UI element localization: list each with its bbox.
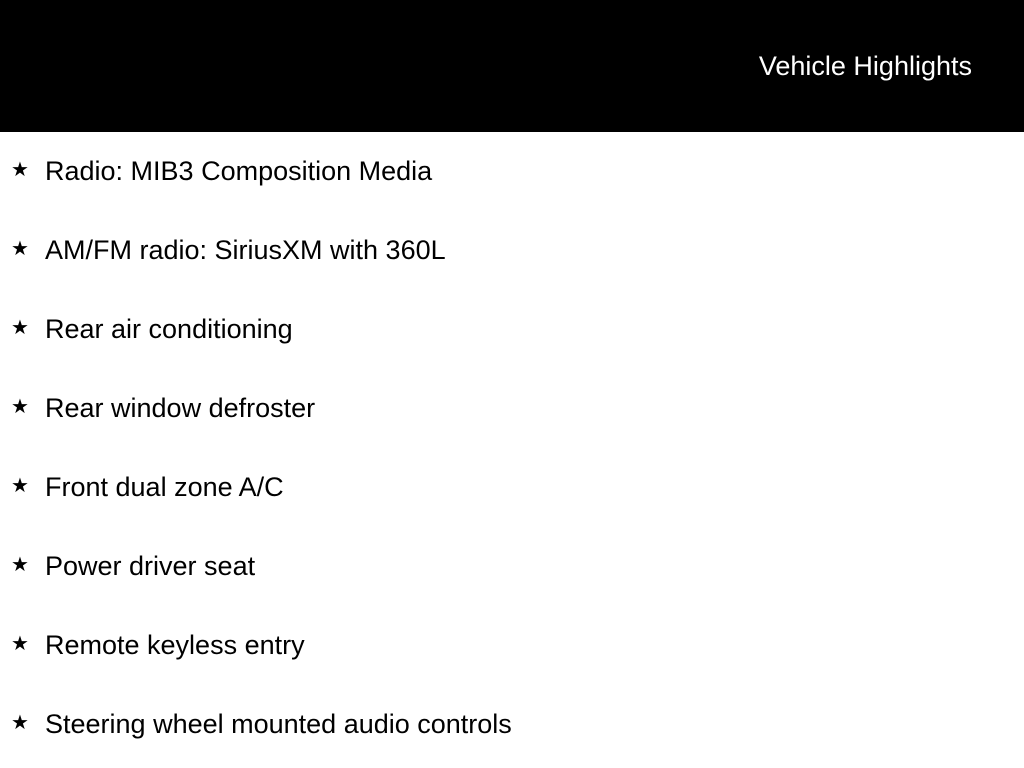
highlight-label: AM/FM radio: SiriusXM with 360L [45, 235, 446, 265]
list-item [0, 369, 1024, 448]
list-item [0, 606, 1024, 685]
highlight-label: Power driver seat [45, 551, 256, 581]
list-item [0, 527, 1024, 606]
list-item [0, 132, 1024, 211]
star-icon: ★ [11, 554, 29, 576]
star-icon: ★ [11, 475, 29, 497]
highlights-list [0, 132, 1024, 764]
star-icon: ★ [11, 712, 29, 734]
highlight-label: Rear air conditioning [45, 314, 293, 344]
highlight-label: Steering wheel mounted audio controls [45, 709, 512, 739]
page-title: Vehicle Highlights [758, 51, 972, 81]
list-item [0, 685, 1024, 764]
list-item [0, 290, 1024, 369]
highlight-label: Rear window defroster [45, 393, 316, 423]
star-icon: ★ [11, 317, 29, 339]
star-icon: ★ [11, 238, 29, 260]
header-bar [0, 0, 1024, 132]
star-icon: ★ [11, 159, 29, 181]
star-icon: ★ [11, 396, 29, 418]
list-item [0, 211, 1024, 290]
star-icon: ★ [11, 633, 29, 655]
highlight-label: Radio: MIB3 Composition Media [45, 156, 433, 186]
highlight-label: Front dual zone A/C [45, 472, 284, 502]
highlight-label: Remote keyless entry [45, 630, 305, 660]
list-item [0, 448, 1024, 527]
